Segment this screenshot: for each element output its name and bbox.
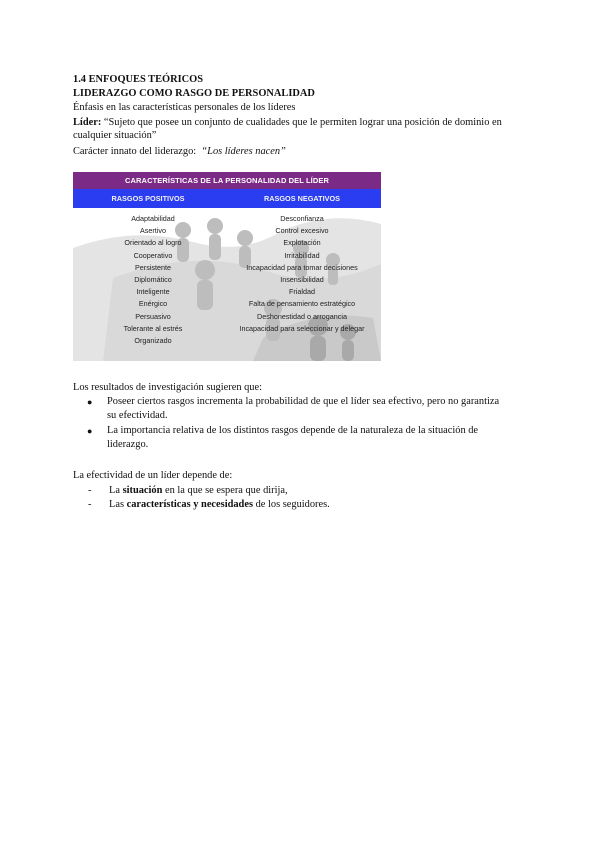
positive-traits-column (83, 213, 223, 347)
effect-intro: La efectividad de un líder depende de: (73, 470, 233, 481)
effect-keyword: características y necesidades (126, 499, 253, 510)
positive-trait: Asertivo (140, 226, 166, 236)
positive-trait: Tolerante al estrés (123, 323, 183, 333)
figure-title: CARACTERÍSTICAS DE LA PERSONALIDAD DEL LÍDER (73, 172, 381, 189)
positive-trait: Organizado (134, 335, 172, 345)
bullet-text: Poseer ciertos rasgos incrementa la probabilidad de que el líder sea efectivo, pero no garantiza su efectividad. (107, 396, 500, 421)
positive-trait: Orientado al logro (124, 238, 182, 248)
positive-trait: Cooperativo (133, 250, 173, 260)
subsection-heading: LIDERAZGO COMO RASGO DE PERSONALIDAD (73, 88, 315, 99)
negative-trait: Falta de pensamiento estratégico (248, 299, 356, 309)
innate-quote: “Los líderes nacen” (201, 146, 286, 157)
lider-def-line2: cualquier situación” (73, 130, 157, 141)
header-positive-traits: RASGOS POSITIVOS (111, 194, 185, 203)
section-heading: 1.4 ENFOQUES TEÓRICOS (73, 74, 204, 85)
bullet-icon: ● (87, 426, 93, 436)
positive-trait: Adaptabilidad (131, 214, 175, 223)
negative-trait: Deshonestidad o arrogancia (257, 311, 347, 321)
personality-traits-figure (73, 172, 381, 361)
figure-header-row (73, 189, 381, 208)
innate-line (73, 145, 286, 158)
research-intro: Los resultados de investigación sugieren que: (73, 382, 263, 393)
bullet-text: La importancia relativa de los distintos rasgos depende de la naturaleza de la situación de liderazgo. (107, 425, 479, 450)
positive-trait: Inteligente (136, 287, 170, 297)
negative-trait: Incapacidad para tomar decisiones (246, 262, 358, 272)
emphasis-text: Énfasis en las características personales de los líderes (73, 102, 296, 113)
header-negative-traits: RASGOS NEGATIVOS (263, 194, 341, 203)
bullet-icon: ● (87, 397, 93, 407)
negative-trait: Frialdad (289, 287, 315, 297)
positive-trait: Persistente (135, 262, 171, 272)
positive-trait: Diplomático (134, 274, 172, 284)
lider-label: Líder: (73, 117, 102, 128)
lider-definition (73, 116, 502, 129)
negative-trait: Desconfianza (280, 214, 324, 223)
lider-def-line1: “Sujeto que posee un conjunto de cualidades que le permiten lograr una posición de dominio en (103, 117, 502, 128)
innate-text: Carácter innato del liderazgo: (73, 146, 197, 157)
effect-keyword: situación (122, 485, 163, 496)
negative-trait: Control excesivo (275, 226, 329, 236)
negative-trait: Irritabilidad (284, 250, 320, 260)
dash-icon: - (88, 499, 92, 510)
positive-trait: Persuasivo (135, 311, 171, 321)
negative-trait: Incapacidad para seleccionar y delegar (239, 323, 365, 333)
dash-icon: - (88, 485, 92, 496)
negative-traits-column (223, 213, 381, 335)
positive-trait: Enérgico (138, 299, 168, 309)
negative-trait: Explotación (283, 238, 321, 248)
negative-trait: Insensibilidad (280, 274, 324, 284)
